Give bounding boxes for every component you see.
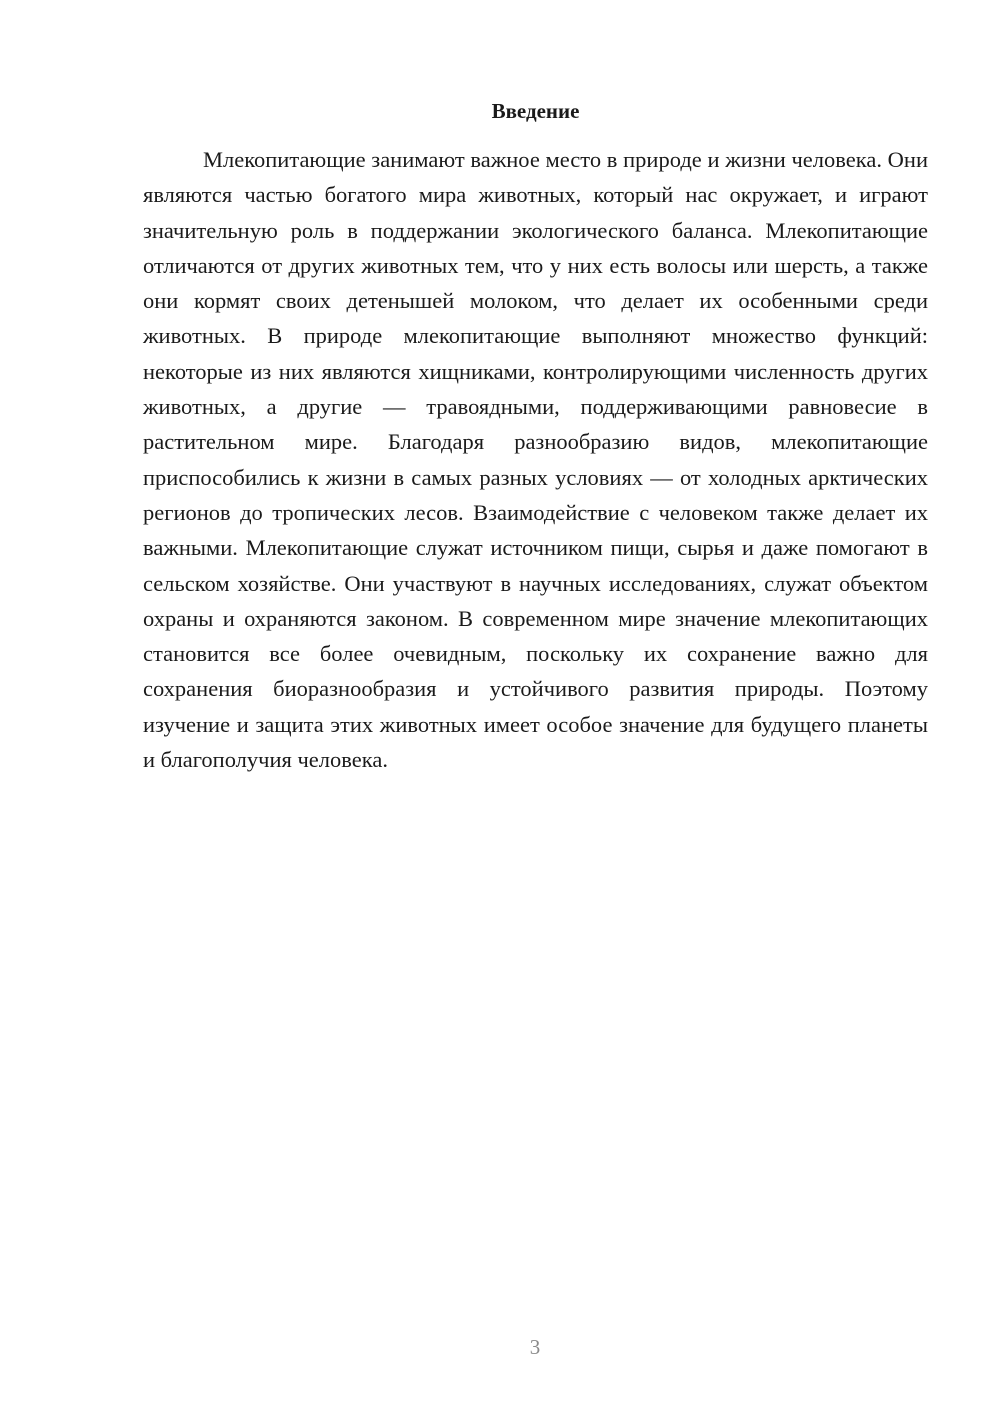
- body-paragraph: Млекопитающие занимают важное место в природе и жизни человека. Они являются частью богатого мира животных, который нас окружает, и играют значительную роль в поддержании экологического баланса. Млекопитающие отличаются от других животных тем, что у них есть волосы или шерсть, а также они кормят своих детенышей молоком, что делает их особенными среди животных. В природе млекопитающие выполняют множество функций: некоторые из них являются хищниками, контролирующими численность других животных, а другие — травоядными, поддерживающими равновесие в растительном мире. Благодаря разнообразию видов, млекопитающие приспособились к жизни в самых разных условиях — от холодных арктических регионов до тропических лесов. Взаимодействие с человеком также делает их важными. Млекопитающие служат источником пищи, сырья и даже помогают в сельском хозяйстве. Они участвуют в научных исследованиях, служат объектом охраны и охраняются законом. В современном мире значение млекопитающих становится все более очевидным, поскольку их сохранение важно для сохранения биоразнообразия и устойчивого развития природы. Поэтому изучение и защита этих животных имеет особое значение для будущего планеты и благополучия человека.: [143, 147, 928, 773]
- page-number: 3: [529, 1335, 541, 1359]
- section-heading: Введение: [491, 99, 580, 123]
